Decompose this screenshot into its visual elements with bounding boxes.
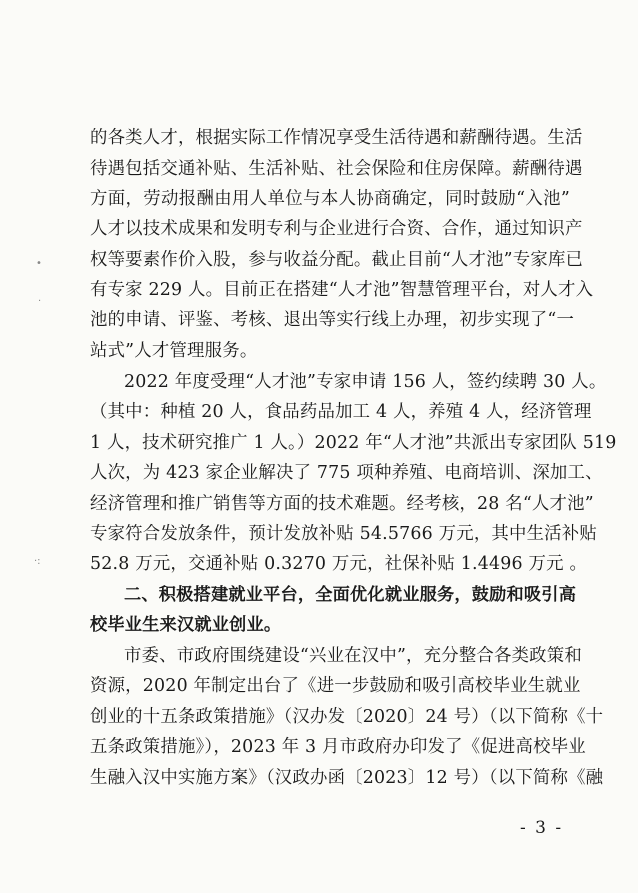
paragraph-line: 资源，2020 年制定出台了《进一步鼓励和吸引高校毕业生就业 <box>90 676 581 696</box>
paragraph-line: 52.8 万元，交通补贴 0.3270 万元，社保补贴 1.4496 万元 。 <box>90 554 588 574</box>
paragraph-line: 创业的十五条政策措施》（汉办发〔2020〕24 号）（以下简称《十 <box>90 707 604 727</box>
paragraph-line: （其中：种植 20 人，食品药品加工 4 人，养殖 4 人，经济管理 <box>90 402 592 422</box>
paragraph-line: 权等要素作价入股，参与收益分配。截止目前“人才池”专家库已 <box>90 250 584 270</box>
paragraph-line: 池的申请、评鉴、考核、退出等实行线上办理，初步实现了“一 <box>90 310 575 330</box>
margin-mark: • <box>36 258 42 269</box>
paragraph-line: 人次，为 423 家企业解决了 775 项种养殖、电商培训、深加工、 <box>90 463 603 483</box>
paragraph-line: 有专家 229 人。目前正在搭建“人才池”智慧管理平台，对人才入 <box>90 280 594 300</box>
margin-mark: · <box>38 296 42 307</box>
paragraph-line: 2022 年度受理“人才池”专家申请 156 人，签约续聘 30 人。 <box>124 372 607 392</box>
paragraph-line: 1 人，技术研究推广 1 人。）2022 年“人才池”共派出专家团队 519 <box>90 433 617 453</box>
paragraph-line: 生融入汉中实施方案》（汉政办函〔2023〕12 号）（以下简称《融 <box>90 768 604 788</box>
paragraph-line: 人才以技术成果和发明专利与企业进行合资、合作，通过知识产 <box>90 219 583 239</box>
section-heading: 校毕业生来汉就业创业。 <box>90 615 282 635</box>
paragraph-line: 待遇包括交通补贴、生活补贴、社会保险和住房保障。薪酬待遇 <box>90 159 583 179</box>
margin-mark: ·: <box>34 556 41 567</box>
paragraph-line: 方面，劳动报酬由用人单位与本人协商确定，同时鼓励“入池” <box>90 189 570 209</box>
paragraph-line: 经济管理和推广销售等方面的技术难题。经考核，28 名“人才池” <box>90 494 594 514</box>
paragraph-line: 专家符合发放条件，预计发放补贴 54.5766 万元，其中生活补贴 <box>90 524 597 544</box>
paragraph-line: 站式”人才管理服务。 <box>90 341 258 361</box>
page-number: - 3 - <box>520 818 564 838</box>
section-heading: 二、积极搭建就业平台，全面优化就业服务，鼓励和吸引高 <box>124 585 577 605</box>
paragraph-line: 市委、市政府围绕建设“兴业在汉中”，充分整合各类政策和 <box>124 646 582 666</box>
paragraph-line: 五条政策措施》），2023 年 3 月市政府办印发了《促进高校毕业 <box>90 737 586 757</box>
paragraph-line: 的各类人才，根据实际工作情况享受生活待遇和薪酬待遇。生活 <box>90 128 583 148</box>
